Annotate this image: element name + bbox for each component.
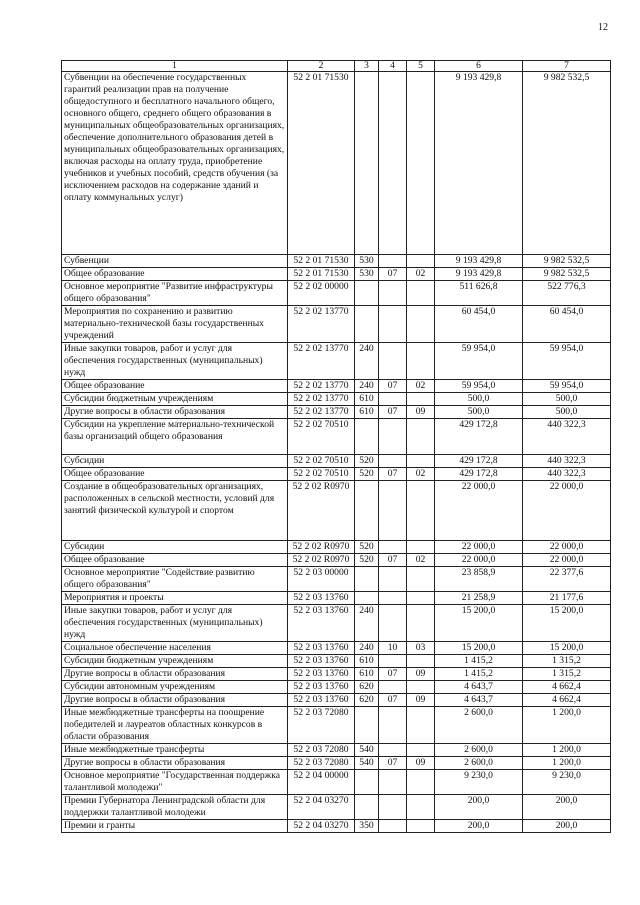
cell-name: Другие вопросы в области образования: [62, 757, 288, 770]
cell-sum-2: 1 200,0: [523, 707, 611, 744]
cell-code: 52 2 03 13760: [288, 642, 355, 655]
cell-name: Общее образование: [62, 268, 288, 281]
cell-pr: 09: [407, 757, 435, 770]
cell-vr: 610: [355, 406, 379, 419]
cell-sum-2: 15 200,0: [523, 642, 611, 655]
cell-sum-2: 200,0: [523, 820, 611, 833]
column-header: 3: [355, 61, 379, 72]
cell-rz: 07: [379, 468, 407, 481]
cell-sum-1: 15 200,0: [435, 642, 523, 655]
cell-code: 52 2 02 70510: [288, 468, 355, 481]
cell-pr: [407, 481, 435, 541]
cell-name: Иные закупки товаров, работ и услуг для обеспечения государственных (муниципальных) нужд: [62, 605, 288, 642]
table-row: [62, 567, 611, 592]
cell-vr: [355, 567, 379, 592]
cell-name: Социальное обеспечение населения: [62, 642, 288, 655]
cell-rz: [379, 655, 407, 668]
table-row: [62, 642, 611, 655]
cell-pr: [407, 707, 435, 744]
cell-vr: [355, 592, 379, 605]
cell-sum-1: 21 258,9: [435, 592, 523, 605]
cell-sum-1: 60 454,0: [435, 306, 523, 343]
cell-pr: 03: [407, 642, 435, 655]
cell-sum-2: 22 000,0: [523, 541, 611, 554]
table-row: [62, 795, 611, 820]
cell-rz: 07: [379, 668, 407, 681]
cell-rz: [379, 770, 407, 795]
cell-code: 52 2 02 13770: [288, 380, 355, 393]
cell-sum-2: 4 662,4: [523, 681, 611, 694]
cell-sum-1: 9 193 429,8: [435, 255, 523, 268]
cell-name: Премии и гранты: [62, 820, 288, 833]
table-row: [62, 592, 611, 605]
cell-rz: [379, 605, 407, 642]
cell-pr: [407, 770, 435, 795]
cell-rz: [379, 393, 407, 406]
column-header: 7: [523, 61, 611, 72]
cell-name: Субвенции на обеспечение государственных гарантий реализации прав на получение общедоступного и бесплатного начального общего, основного общего, среднего общего образования в муниципальных общеобразовательных организациях, обеспечение дополнительного образования детей в муниципальных общеобразовательных организациях, включая расходы на оплату труда, приобретение учебников и учебных пособий, средств обучения (за исключением расходов на содержание зданий и оплату коммунальных услуг): [62, 72, 288, 255]
table-row: [62, 306, 611, 343]
cell-pr: [407, 820, 435, 833]
cell-sum-1: 9 193 429,8: [435, 268, 523, 281]
cell-vr: 350: [355, 820, 379, 833]
cell-name: Другие вопросы в области образования: [62, 668, 288, 681]
cell-sum-1: 500,0: [435, 406, 523, 419]
cell-vr: 240: [355, 380, 379, 393]
cell-rz: [379, 707, 407, 744]
cell-pr: [407, 795, 435, 820]
cell-name: Общее образование: [62, 468, 288, 481]
cell-sum-1: 511 626,8: [435, 281, 523, 306]
table-row: [62, 605, 611, 642]
cell-sum-1: 59 954,0: [435, 343, 523, 380]
cell-sum-2: 59 954,0: [523, 343, 611, 380]
cell-vr: [355, 770, 379, 795]
cell-name: Мероприятия и проекты: [62, 592, 288, 605]
cell-code: 52 2 02 13770: [288, 306, 355, 343]
cell-pr: [407, 393, 435, 406]
cell-code: 52 2 03 72080: [288, 757, 355, 770]
cell-vr: 520: [355, 455, 379, 468]
table-row: [62, 744, 611, 757]
cell-pr: [407, 281, 435, 306]
cell-code: 52 2 02 13770: [288, 406, 355, 419]
cell-pr: [407, 744, 435, 757]
cell-vr: 240: [355, 642, 379, 655]
cell-name: Субсидии: [62, 455, 288, 468]
cell-pr: 02: [407, 468, 435, 481]
cell-vr: [355, 281, 379, 306]
table-row: [62, 554, 611, 567]
cell-sum-1: 2 600,0: [435, 707, 523, 744]
cell-code: 52 2 03 13760: [288, 655, 355, 668]
cell-vr: 610: [355, 655, 379, 668]
cell-vr: [355, 419, 379, 455]
cell-name: Субсидии на укрепление материально-технической базы организаций общего образования: [62, 419, 288, 455]
table-row: [62, 820, 611, 833]
cell-sum-1: 23 858,9: [435, 567, 523, 592]
cell-rz: 07: [379, 554, 407, 567]
column-header: 6: [435, 61, 523, 72]
cell-rz: 07: [379, 406, 407, 419]
cell-rz: [379, 255, 407, 268]
cell-code: 52 2 04 03270: [288, 795, 355, 820]
header-row: [62, 61, 611, 72]
cell-vr: 620: [355, 694, 379, 707]
cell-sum-2: 60 454,0: [523, 306, 611, 343]
cell-code: 52 2 03 00000: [288, 567, 355, 592]
table-row: [62, 655, 611, 668]
cell-sum-2: 500,0: [523, 406, 611, 419]
cell-code: 52 2 02 00000: [288, 281, 355, 306]
cell-sum-1: 429 172,8: [435, 455, 523, 468]
cell-vr: 530: [355, 268, 379, 281]
cell-name: Другие вопросы в области образования: [62, 406, 288, 419]
cell-name: Иные межбюджетные трансферты: [62, 744, 288, 757]
cell-vr: 610: [355, 668, 379, 681]
cell-sum-1: 4 643,7: [435, 694, 523, 707]
cell-rz: [379, 592, 407, 605]
cell-sum-2: 9 982 532,5: [523, 72, 611, 255]
cell-sum-1: 9 230,0: [435, 770, 523, 795]
cell-rz: [379, 72, 407, 255]
cell-sum-2: 522 776,3: [523, 281, 611, 306]
cell-name: Общее образование: [62, 554, 288, 567]
cell-name: Субвенции: [62, 255, 288, 268]
cell-sum-2: 59 954,0: [523, 380, 611, 393]
cell-pr: 02: [407, 380, 435, 393]
cell-pr: [407, 343, 435, 380]
cell-sum-2: 440 322,3: [523, 468, 611, 481]
cell-pr: [407, 655, 435, 668]
cell-code: 52 2 01 71530: [288, 268, 355, 281]
cell-name: Основное мероприятие "Содействие развитию общего образования": [62, 567, 288, 592]
cell-pr: [407, 541, 435, 554]
cell-sum-2: 9 982 532,5: [523, 268, 611, 281]
cell-sum-2: 4 662,4: [523, 694, 611, 707]
column-header: 2: [288, 61, 355, 72]
table-row: [62, 255, 611, 268]
cell-rz: [379, 281, 407, 306]
cell-rz: [379, 343, 407, 380]
table-row: [62, 468, 611, 481]
cell-sum-1: 59 954,0: [435, 380, 523, 393]
table-body: [62, 72, 611, 833]
cell-name: Создание в общеобразовательных организациях, расположенных в сельской местности, условий для занятий физической культурой и спортом: [62, 481, 288, 541]
cell-name: Мероприятия по сохранению и развитию материально-технической базы государственных учреждений: [62, 306, 288, 343]
cell-name: Субсидии: [62, 541, 288, 554]
cell-sum-1: 22 000,0: [435, 554, 523, 567]
cell-name: Общее образование: [62, 380, 288, 393]
table-row: [62, 72, 611, 255]
cell-sum-2: 440 322,3: [523, 455, 611, 468]
cell-code: 52 2 03 13760: [288, 681, 355, 694]
cell-pr: [407, 455, 435, 468]
cell-sum-2: 22 000,0: [523, 554, 611, 567]
cell-sum-1: 2 600,0: [435, 744, 523, 757]
cell-code: 52 2 01 71530: [288, 72, 355, 255]
cell-code: 52 2 04 00000: [288, 770, 355, 795]
cell-code: 52 2 03 13760: [288, 668, 355, 681]
cell-code: 52 2 02 70510: [288, 419, 355, 455]
cell-code: 52 2 04 03270: [288, 820, 355, 833]
cell-vr: 240: [355, 605, 379, 642]
cell-vr: 620: [355, 681, 379, 694]
cell-pr: [407, 306, 435, 343]
cell-name: Иные межбюджетные трансферты на поощрение победителей и лауреатов областных конкурсов в области образования: [62, 707, 288, 744]
cell-pr: [407, 605, 435, 642]
cell-name: Субсидии бюджетным учреждениям: [62, 655, 288, 668]
cell-code: 52 2 03 72080: [288, 707, 355, 744]
cell-code: 52 2 03 72080: [288, 744, 355, 757]
cell-sum-2: 440 322,3: [523, 419, 611, 455]
table-row: [62, 419, 611, 455]
cell-vr: 520: [355, 468, 379, 481]
cell-vr: [355, 795, 379, 820]
cell-vr: 520: [355, 554, 379, 567]
cell-name: Субсидии бюджетным учреждениям: [62, 393, 288, 406]
cell-rz: [379, 567, 407, 592]
budget-table: [61, 60, 611, 833]
table-row: [62, 268, 611, 281]
cell-pr: 02: [407, 554, 435, 567]
cell-vr: [355, 707, 379, 744]
page-number: 12: [598, 22, 608, 33]
cell-code: 52 2 02 R0970: [288, 541, 355, 554]
cell-rz: [379, 419, 407, 455]
column-header: 4: [379, 61, 407, 72]
cell-sum-1: 22 000,0: [435, 541, 523, 554]
cell-sum-1: 1 415,2: [435, 655, 523, 668]
cell-sum-1: 1 415,2: [435, 668, 523, 681]
cell-name: Другие вопросы в области образования: [62, 694, 288, 707]
cell-sum-1: 429 172,8: [435, 468, 523, 481]
cell-sum-2: 9 230,0: [523, 770, 611, 795]
cell-name: Основное мероприятие "Государственная поддержка талантливой молодежи": [62, 770, 288, 795]
cell-code: 52 2 02 R0970: [288, 554, 355, 567]
table-row: [62, 757, 611, 770]
cell-pr: [407, 255, 435, 268]
cell-pr: [407, 592, 435, 605]
cell-vr: 530: [355, 255, 379, 268]
cell-name: Основное мероприятие "Развитие инфраструктуры общего образования": [62, 281, 288, 306]
cell-code: 52 2 03 13760: [288, 694, 355, 707]
cell-sum-2: 15 200,0: [523, 605, 611, 642]
cell-pr: 02: [407, 268, 435, 281]
cell-sum-1: 200,0: [435, 820, 523, 833]
table-row: [62, 406, 611, 419]
cell-rz: [379, 744, 407, 757]
cell-sum-1: 9 193 429,8: [435, 72, 523, 255]
table-row: [62, 455, 611, 468]
table-row: [62, 281, 611, 306]
cell-code: 52 2 02 70510: [288, 455, 355, 468]
cell-rz: 07: [379, 268, 407, 281]
cell-rz: [379, 795, 407, 820]
cell-code: 52 2 02 R0970: [288, 481, 355, 541]
cell-sum-2: 21 177,6: [523, 592, 611, 605]
cell-pr: [407, 419, 435, 455]
cell-vr: 520: [355, 541, 379, 554]
cell-sum-2: 22 000,0: [523, 481, 611, 541]
table-row: [62, 541, 611, 554]
cell-sum-2: 1 200,0: [523, 757, 611, 770]
cell-code: 52 2 03 13760: [288, 592, 355, 605]
cell-vr: 540: [355, 757, 379, 770]
cell-code: 52 2 02 13770: [288, 343, 355, 380]
cell-rz: 07: [379, 694, 407, 707]
cell-vr: [355, 481, 379, 541]
table-row: [62, 668, 611, 681]
cell-name: Субсидии автономным учреждениям: [62, 681, 288, 694]
cell-vr: [355, 72, 379, 255]
cell-vr: 240: [355, 343, 379, 380]
cell-rz: [379, 681, 407, 694]
cell-sum-1: 429 172,8: [435, 419, 523, 455]
table-row: [62, 770, 611, 795]
cell-sum-2: 1 200,0: [523, 744, 611, 757]
cell-pr: [407, 681, 435, 694]
cell-vr: 540: [355, 744, 379, 757]
cell-code: 52 2 03 13760: [288, 605, 355, 642]
column-header: 1: [62, 61, 288, 72]
cell-sum-2: 9 982 532,5: [523, 255, 611, 268]
table-row: [62, 694, 611, 707]
cell-rz: 07: [379, 380, 407, 393]
cell-code: 52 2 01 71530: [288, 255, 355, 268]
cell-rz: [379, 541, 407, 554]
cell-sum-2: 1 315,2: [523, 668, 611, 681]
cell-pr: 09: [407, 694, 435, 707]
cell-name: Премии Губернатора Ленинградской области для поддержки талантливой молодежи: [62, 795, 288, 820]
cell-rz: [379, 820, 407, 833]
cell-sum-1: 15 200,0: [435, 605, 523, 642]
cell-sum-2: 200,0: [523, 795, 611, 820]
cell-name: Иные закупки товаров, работ и услуг для обеспечения государственных (муниципальных) нужд: [62, 343, 288, 380]
column-header: 5: [407, 61, 435, 72]
cell-sum-2: 500,0: [523, 393, 611, 406]
cell-rz: [379, 455, 407, 468]
cell-sum-2: 22 377,6: [523, 567, 611, 592]
cell-vr: [355, 306, 379, 343]
table-row: [62, 393, 611, 406]
table-row: [62, 481, 611, 541]
table-row: [62, 380, 611, 393]
cell-sum-1: 22 000,0: [435, 481, 523, 541]
cell-pr: [407, 567, 435, 592]
cell-rz: 10: [379, 642, 407, 655]
cell-pr: 09: [407, 668, 435, 681]
table-row: [62, 707, 611, 744]
cell-sum-1: 4 643,7: [435, 681, 523, 694]
cell-sum-1: 2 600,0: [435, 757, 523, 770]
cell-vr: 610: [355, 393, 379, 406]
cell-sum-1: 500,0: [435, 393, 523, 406]
cell-rz: 07: [379, 757, 407, 770]
cell-pr: 09: [407, 406, 435, 419]
cell-code: 52 2 02 13770: [288, 393, 355, 406]
table-row: [62, 681, 611, 694]
cell-sum-1: 200,0: [435, 795, 523, 820]
table-row: [62, 343, 611, 380]
cell-rz: [379, 481, 407, 541]
cell-sum-2: 1 315,2: [523, 655, 611, 668]
cell-rz: [379, 306, 407, 343]
cell-pr: [407, 72, 435, 255]
